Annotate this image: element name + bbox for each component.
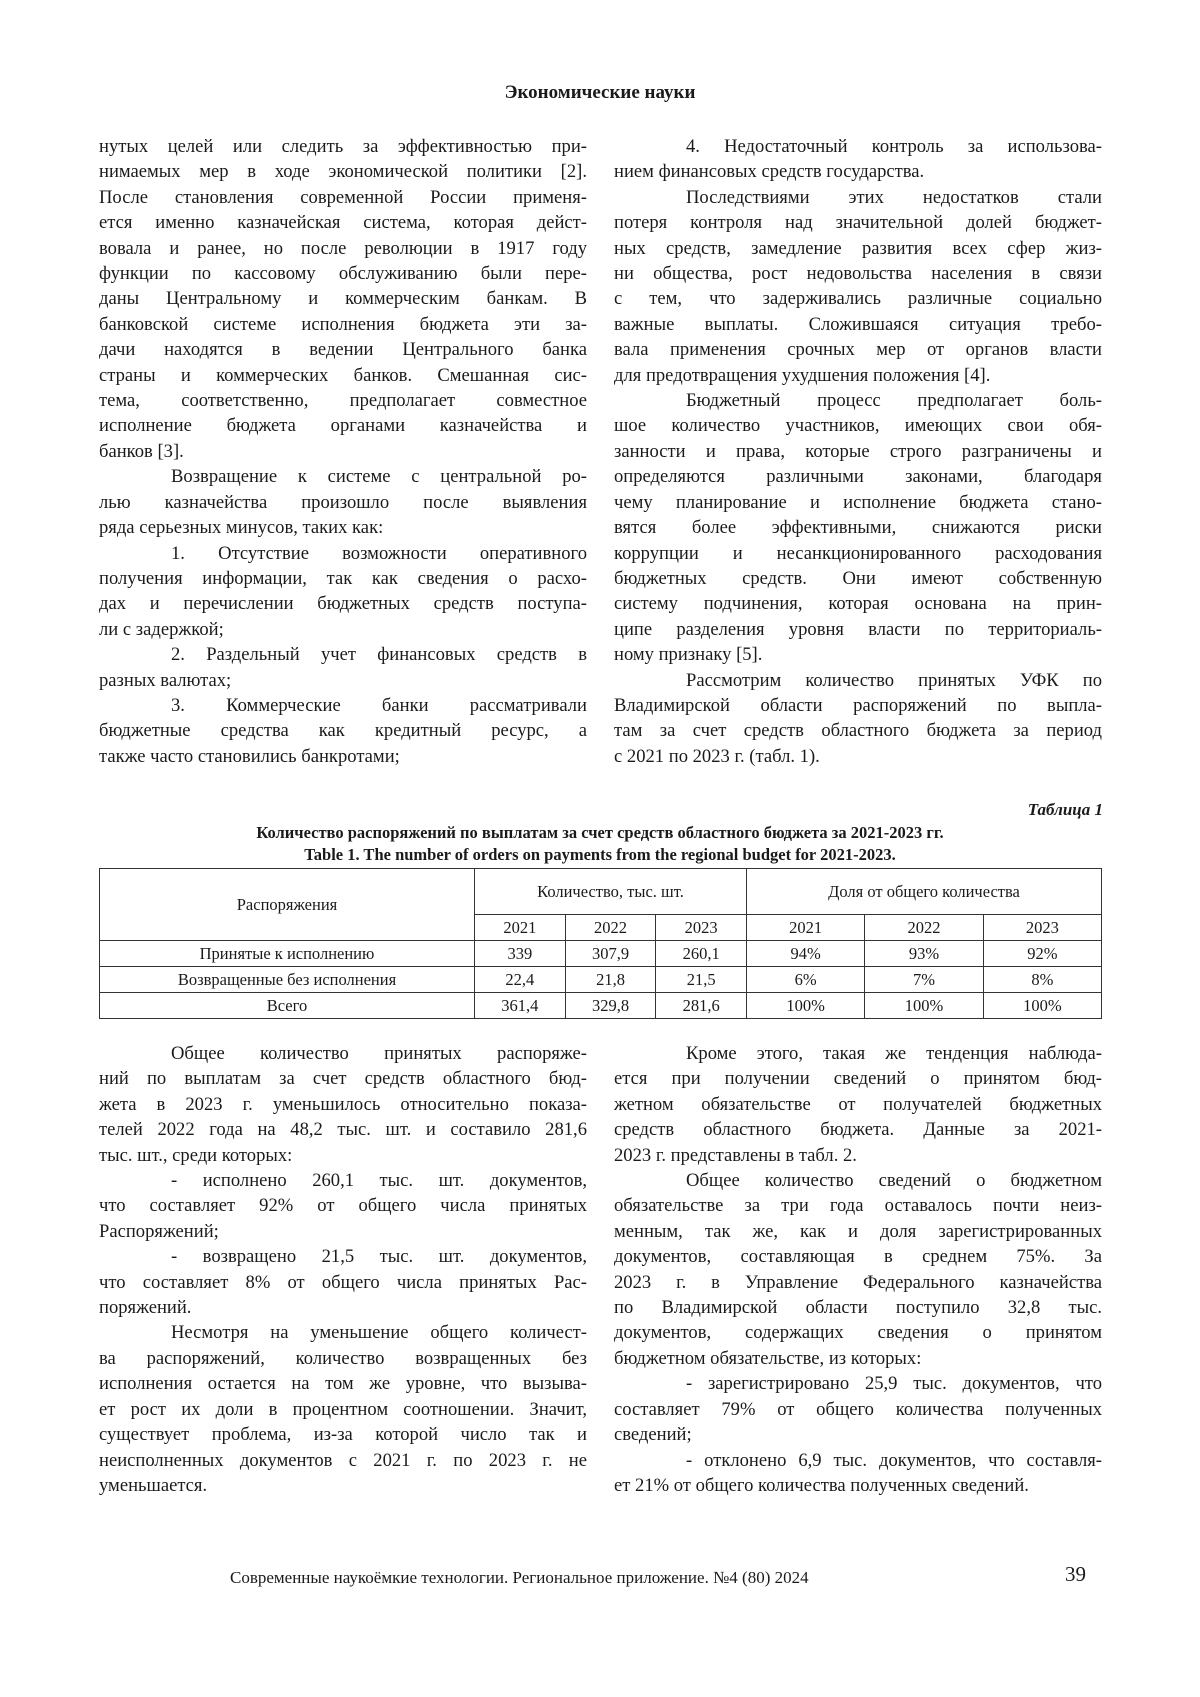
row-label: Всего	[100, 993, 475, 1019]
text-line: средств областного бюджета. Данные за 2021-	[614, 1119, 1102, 1141]
text-line: - возвращено 21,5 тыс. шт. документов,	[171, 1246, 587, 1268]
column-header-year: 2022	[865, 915, 983, 941]
text-line: дах и перечислении бюджетных средств поступа-	[99, 593, 587, 615]
table-label: Таблица 1	[1027, 800, 1103, 819]
text-column-top-left	[99, 134, 587, 769]
table-cell: 93%	[865, 941, 983, 967]
table-cell: 361,4	[475, 993, 566, 1019]
text-column-top-right	[614, 134, 1102, 769]
text-line: - исполнено 260,1 тыс. шт. документов,	[171, 1170, 587, 1192]
text-line: ных средств, замедление развития всех сфер жиз-	[614, 237, 1102, 259]
column-header-year: 2022	[565, 915, 656, 941]
text-line: ципе разделения уровня власти по территориаль-	[614, 618, 1102, 640]
column-header-year: 2021	[747, 915, 865, 941]
text-line: Последствиями этих недостатков стали	[686, 186, 1102, 208]
table-cell: 329,8	[565, 993, 656, 1019]
text-line: ет рост их доли в процентном соотношении. Значит,	[99, 1398, 587, 1420]
text-line: вятся более эффективными, снижаются риски	[614, 517, 1102, 539]
text-line: банков [3].	[99, 440, 184, 462]
text-line: вала применения срочных мер от органов власти	[614, 339, 1102, 361]
text-line: важные выплаты. Сложившаяся ситуация требо-	[614, 313, 1102, 335]
table-row-returned	[100, 967, 1102, 993]
text-line: неисполненных документов с 2021 г. по 2023 г. не	[99, 1449, 587, 1471]
text-line: Возвращение к системе с центральной ро-	[171, 466, 587, 488]
text-line: ва распоряжений, количество возвращенных без	[99, 1347, 587, 1369]
text-line: документов, содержащих сведения о принятом	[614, 1322, 1102, 1344]
text-line: исполнение бюджета органами казначейства и	[99, 415, 587, 437]
text-line: Рассмотрим количество принятых УФК по	[686, 669, 1102, 691]
column-header-year: 2021	[475, 915, 566, 941]
text-line: Несмотря на уменьшение общего количест-	[171, 1322, 587, 1344]
table-cell: 307,9	[565, 941, 656, 967]
journal-footer: Современные наукоёмкие технологии. Региональное приложение. №4 (80) 2024	[230, 1568, 809, 1587]
text-line: уменьшается.	[99, 1474, 208, 1496]
text-line: ли с задержкой;	[99, 618, 224, 640]
text-line: ется именно казначейская система, которая дейст-	[99, 212, 587, 234]
text-line: потеря контроля над значительной долей бюджет-	[614, 212, 1102, 234]
table-cell: 8%	[983, 967, 1101, 993]
text-line: страны и коммерческих банков. Смешанная сис-	[99, 364, 587, 386]
text-line: систему подчинения, которая основана на прин-	[614, 593, 1102, 615]
text-line: Бюджетный процесс предполагает боль-	[686, 390, 1102, 412]
text-line: чему планирование и исполнение бюджета стано-	[614, 491, 1102, 513]
table-cell: 7%	[865, 967, 983, 993]
row-label: Возвращенные без исполнения	[100, 967, 475, 993]
column-header-year: 2023	[656, 915, 747, 941]
table-cell: 21,5	[656, 967, 747, 993]
text-line: с 2021 по 2023 г. (табл. 1).	[614, 745, 820, 767]
text-line: Кроме этого, такая же тенденция наблюда-	[686, 1043, 1102, 1064]
table-cell: 339	[475, 941, 566, 967]
table-header-row-groups	[100, 869, 1102, 915]
text-line: 3. Коммерческие банки рассматривали	[171, 694, 587, 716]
text-line: бюджетных средств. Они имеют собственную	[614, 567, 1102, 589]
table-caption-english: Table 1. The number of orders on payments from the regional budget for 2021-2023.	[304, 845, 896, 864]
text-line: тема, соответственно, предполагает совместное	[99, 390, 587, 412]
text-line: Общее количество сведений о бюджетном	[686, 1170, 1102, 1192]
text-line: ется при получении сведений о принятом бюд-	[614, 1068, 1102, 1090]
text-line: - зарегистрировано 25,9 тыс. документов, что	[686, 1373, 1102, 1395]
text-column-bottom-left	[99, 1041, 587, 1498]
text-line: дачи находятся в ведении Центрального банка	[99, 339, 587, 361]
text-line: сведений;	[614, 1424, 692, 1446]
text-line: получения информации, так как сведения о расхо-	[99, 567, 587, 589]
column-group-quantity: Количество, тыс. шт.	[475, 869, 747, 915]
text-line: жета в 2023 г. уменьшилось относительно показа-	[99, 1093, 587, 1115]
table-cell: 260,1	[656, 941, 747, 967]
text-line: бюджетные средства как кредитный ресурс, а	[99, 720, 587, 742]
text-line: 1. Отсутствие возможности оперативного	[171, 542, 587, 564]
table-cell: 100%	[983, 993, 1101, 1019]
column-header-year: 2023	[983, 915, 1101, 941]
text-line: ет 21% от общего количества полученных сведений.	[614, 1474, 1029, 1496]
text-line: функции по кассовому обслуживанию были пере-	[99, 263, 587, 285]
text-line: жетном обязательстве от получателей бюджетных	[614, 1093, 1102, 1115]
text-line: 2023 г. представлены в табл. 2.	[614, 1144, 857, 1166]
text-line: банковской системе исполнения бюджета эти за-	[99, 313, 587, 335]
text-line: бюджетном обязательстве, из которых:	[614, 1347, 922, 1369]
text-line: коррупции и несанкционированного расходования	[614, 542, 1102, 564]
text-line: с тем, что задерживались различные социально	[614, 288, 1102, 310]
text-line: шое количество участников, имеющих свои обя-	[614, 415, 1102, 437]
table-row-accepted	[100, 941, 1102, 967]
table-cell: 281,6	[656, 993, 747, 1019]
table-cell: 6%	[747, 967, 865, 993]
text-line: поряжений.	[99, 1297, 192, 1319]
text-line: что составляет 8% от общего числа принятых Рас-	[99, 1271, 587, 1293]
text-line: по Владимирской области поступило 32,8 тыс.	[614, 1297, 1102, 1319]
text-line: ни общества, рост недовольства населения в связи	[614, 263, 1102, 285]
text-line: менным, так же, как и доля зарегистрированных	[614, 1220, 1102, 1242]
running-head-section-title: Экономические науки	[504, 82, 696, 103]
text-line: телей 2022 года на 48,2 тыс. шт. и составило 281,6	[99, 1119, 587, 1141]
text-line: нутых целей или следить за эффективностью при-	[99, 136, 587, 157]
table-cell: 21,8	[565, 967, 656, 993]
text-line: 2023 г. в Управление Федерального казначейства	[614, 1271, 1102, 1293]
text-line: нимаемых мер в ходе экономической политики [2].	[99, 161, 587, 183]
text-line: исполнения остается на том же уровне, что вызыва-	[99, 1373, 587, 1395]
text-line: Владимирской области распоряжений по выпла-	[614, 694, 1102, 716]
text-line: разных валютах;	[99, 669, 232, 691]
text-line: для предотвращения ухудшения положения [4].	[614, 364, 991, 386]
text-column-bottom-right	[614, 1041, 1102, 1498]
table-row-total	[100, 993, 1102, 1019]
text-line: нием финансовых средств государства.	[614, 161, 925, 183]
page-number: 39	[1065, 1562, 1086, 1586]
text-line: обязательстве за три года оставалось почти неиз-	[614, 1195, 1102, 1217]
text-line: также часто становились банкротами;	[99, 745, 400, 767]
text-line: вовала и ранее, но после революции в 1917 году	[99, 237, 587, 259]
text-line: существует проблема, из-за которой число так и	[99, 1424, 587, 1446]
text-line: определяются различными законами, благодаря	[614, 466, 1102, 488]
text-line: 2. Раздельный учет финансовых средств в	[171, 644, 587, 666]
table-cell: 22,4	[475, 967, 566, 993]
text-line: ний по выплатам за счет средств областного бюд-	[99, 1068, 587, 1090]
text-line: ряда серьезных минусов, таких как:	[99, 517, 384, 539]
text-line: После становления современной России применя-	[99, 186, 587, 208]
text-line: составляет 79% от общего количества полученных	[614, 1398, 1102, 1420]
orders-table	[99, 868, 1102, 1019]
text-line: даны Центральному и коммерческим банкам. В	[99, 288, 587, 310]
text-line: 4. Недостаточный контроль за использова-	[686, 136, 1102, 157]
text-line: лью казначейства произошло после выявления	[99, 491, 587, 513]
table-cell: 94%	[747, 941, 865, 967]
table-cell: 100%	[865, 993, 983, 1019]
table-caption-russian: Количество распоряжений по выплатам за счет средств областного бюджета за 2021-2023 гг.	[256, 823, 944, 842]
text-line: документов, составляющая в среднем 75%. За	[614, 1246, 1102, 1268]
text-line: ному признаку [5].	[614, 644, 763, 666]
row-label: Принятые к исполнению	[100, 941, 475, 967]
text-line: тыс. шт., среди которых:	[99, 1144, 293, 1166]
column-header-orders: Распоряжения	[100, 869, 475, 941]
text-line: занности и права, которые строго разграничены и	[614, 440, 1102, 462]
text-line: там за счет средств областного бюджета за период	[614, 720, 1102, 742]
table-cell: 92%	[983, 941, 1101, 967]
text-line: Общее количество принятых распоряже-	[171, 1043, 587, 1064]
table-cell: 100%	[747, 993, 865, 1019]
text-line: - отклонено 6,9 тыс. документов, что составля-	[686, 1449, 1102, 1471]
text-line: что составляет 92% от общего числа принятых	[99, 1195, 587, 1217]
text-line: Распоряжений;	[99, 1220, 219, 1242]
column-group-share: Доля от общего количества	[747, 869, 1102, 915]
